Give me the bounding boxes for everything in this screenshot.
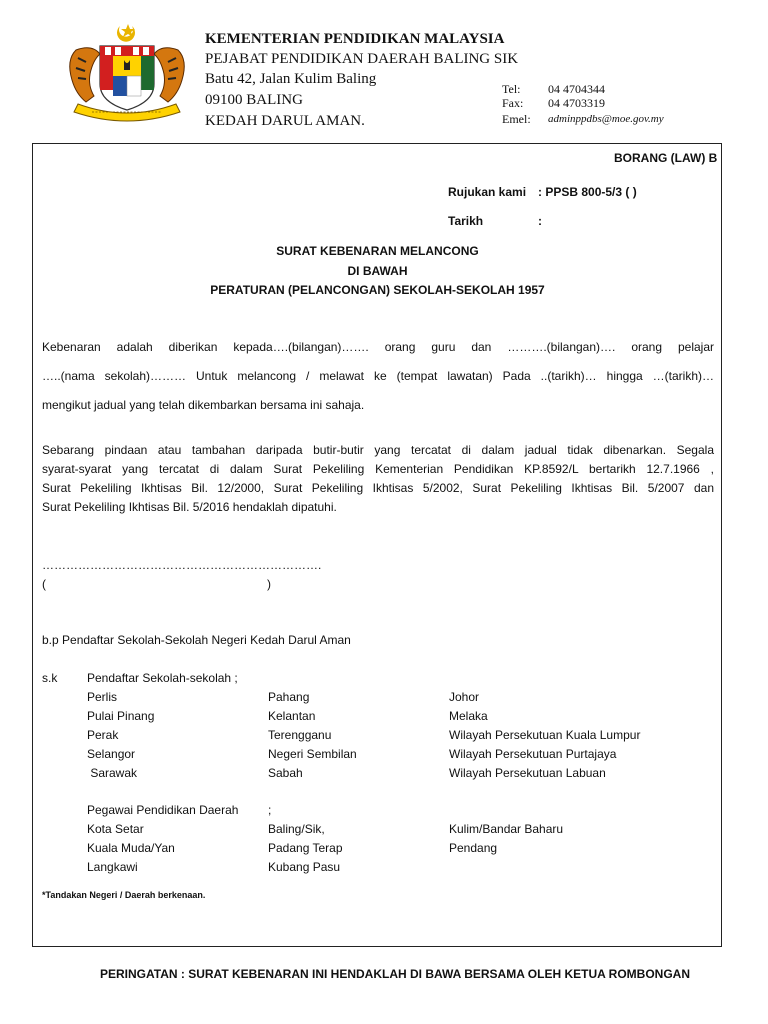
district-item: Pendang bbox=[449, 841, 498, 855]
district-item: Kubang Pasu bbox=[268, 860, 341, 874]
permission-paragraph bbox=[42, 339, 714, 426]
conditions-line-3: Surat Pekeliling Ikhtisas Bil. 12/2000, Surat Pekeliling Ikhtisas 5/2002, Surat Pekeliling Ikhtisas Bil. 5/2007 dan bbox=[42, 481, 714, 495]
state-item: Perlis bbox=[87, 690, 118, 704]
signature-name-close: ) bbox=[267, 577, 271, 591]
state-item: Sarawak bbox=[87, 766, 138, 780]
footnote: *Tandakan Negeri / Daerah berkenaan. bbox=[42, 890, 206, 900]
district-item: Baling/Sik, bbox=[268, 822, 325, 836]
district-item: Langkawi bbox=[87, 860, 138, 874]
conditions-line-4: Surat Pekeliling Ikhtisas Bil. 5/2016 hendaklah dipatuhi. bbox=[42, 500, 337, 514]
states-column-3 bbox=[449, 688, 640, 783]
state-item: Selangor bbox=[87, 747, 136, 761]
conditions-paragraph bbox=[42, 441, 714, 517]
address-line-1: Batu 42, Jalan Kulim Baling bbox=[205, 71, 377, 87]
on-behalf-line: b.p Pendaftar Sekolah-Sekolah Negeri Kedah Darul Aman bbox=[42, 633, 351, 647]
district-officer-separator: ; bbox=[268, 803, 272, 817]
district-officer-heading: Pegawai Pendidikan Daerah bbox=[87, 803, 239, 817]
ministry-name: KEMENTERIAN PENDIDIKAN MALAYSIA bbox=[205, 31, 505, 47]
state-item: Wilayah Persekutuan Labuan bbox=[449, 766, 606, 780]
fax-label: Fax: bbox=[502, 96, 524, 110]
permission-line-1: Kebenaran adalah diberikan kepada….(bilangan)……. orang guru dan ……….(bilangan)…. orang pelajar bbox=[42, 340, 714, 354]
state-item: Wilayah Persekutuan Kuala Lumpur bbox=[449, 728, 641, 742]
telephone-row bbox=[502, 82, 605, 97]
state-item: Melaka bbox=[449, 709, 488, 723]
state-item: Pulai Pinang bbox=[87, 709, 155, 723]
fax-value: 04 4703319 bbox=[548, 96, 605, 110]
district-item: Kulim/Bandar Baharu bbox=[449, 822, 564, 836]
state-item: Wilayah Persekutuan Purtajaya bbox=[449, 747, 617, 761]
district-item: Padang Terap bbox=[268, 841, 343, 855]
email-row bbox=[502, 112, 664, 127]
warning-footer: PERINGATAN : SURAT KEBENARAN INI HENDAKLAH DI BAWA BERSAMA OLEH KETUA ROMBONGAN bbox=[100, 967, 690, 981]
date-value: : bbox=[538, 214, 542, 228]
permission-line-2: …..(nama sekolah)……… Untuk melancong / melawat ke (tempat lawatan) Pada ..(tarikh)… hingga …(tarikh)… bbox=[42, 369, 714, 383]
fax-row bbox=[502, 96, 605, 111]
reference-label: Rujukan kami bbox=[448, 185, 527, 199]
states-column-1 bbox=[87, 688, 154, 783]
districts-column-2 bbox=[268, 820, 343, 877]
state-item: Pahang bbox=[268, 690, 310, 704]
email-label: Emel: bbox=[502, 112, 531, 126]
tel-value: 04 4704344 bbox=[548, 82, 605, 96]
state-item: Sabah bbox=[268, 766, 303, 780]
form-code: BORANG (LAW) B bbox=[614, 151, 718, 165]
district-item: Kuala Muda/Yan bbox=[87, 841, 175, 855]
letter-title-1: SURAT KEBENARAN MELANCONG bbox=[276, 244, 479, 258]
state-item: Perak bbox=[87, 728, 119, 742]
districts-column-1 bbox=[87, 820, 175, 877]
state-item: Johor bbox=[449, 690, 480, 704]
cc-registrar-heading: Pendaftar Sekolah-sekolah ; bbox=[87, 671, 238, 685]
tel-label: Tel: bbox=[502, 82, 521, 96]
state-item: Terengganu bbox=[268, 728, 332, 742]
conditions-line-1: Sebarang pindaan atau tambahan daripada butir-butir yang tercatat di dalam jadual tidak dibenarkan. Segala bbox=[42, 443, 714, 457]
coat-of-arms-logo bbox=[62, 20, 192, 122]
state-item: Negeri Sembilan bbox=[268, 747, 357, 761]
signature-name-open: ( bbox=[42, 577, 46, 591]
states-column-2 bbox=[268, 688, 357, 783]
signature-line: ……………………………………………………………. bbox=[42, 558, 322, 572]
district-item: Kota Setar bbox=[87, 822, 144, 836]
letter-title-3: PERATURAN (PELANCONGAN) SEKOLAH-SEKOLAH 1957 bbox=[210, 283, 545, 297]
date-label: Tarikh bbox=[448, 214, 484, 228]
email-value: adminppdbs@moe.gov.my bbox=[548, 113, 664, 125]
reference-value: : PPSB 800-5/3 ( ) bbox=[538, 185, 637, 199]
office-name: PEJABAT PENDIDIKAN DAERAH BALING SIK bbox=[205, 51, 519, 67]
permission-line-3: mengikut jadual yang telah dikembarkan bersama ini sahaja. bbox=[42, 398, 365, 412]
cc-label: s.k bbox=[42, 671, 58, 685]
address-line-2: 09100 BALING bbox=[205, 92, 303, 108]
state-item: Kelantan bbox=[268, 709, 316, 723]
address-line-3: KEDAH DARUL AMAN. bbox=[205, 113, 365, 129]
districts-column-3 bbox=[449, 820, 563, 858]
conditions-line-2: syarat-syarat yang tercatat di dalam Surat Pekeliling Kementerian Pendidikan KP.8592/L bertarikh 12.7.1966 , bbox=[42, 462, 714, 476]
letter-title-2: DI BAWAH bbox=[347, 264, 408, 278]
